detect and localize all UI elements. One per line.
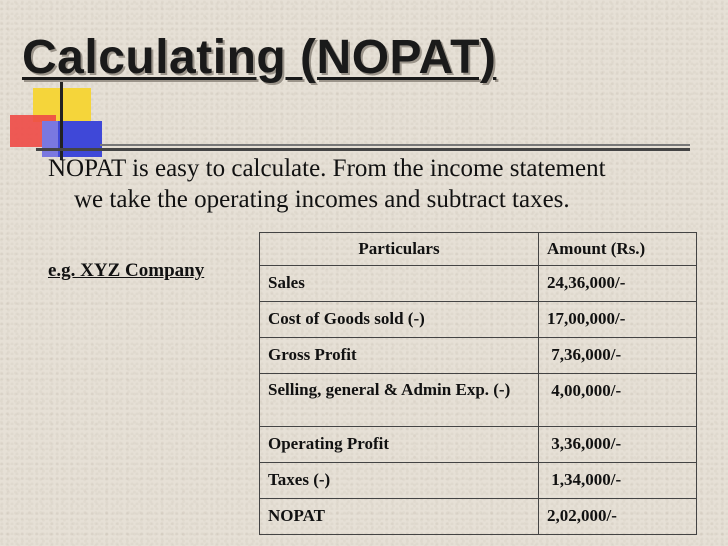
row-amount: 2,02,000/- bbox=[539, 499, 697, 535]
horizontal-rule-thin bbox=[100, 144, 690, 146]
intro-paragraph bbox=[48, 153, 720, 215]
table-row bbox=[260, 463, 697, 499]
row-particular: NOPAT bbox=[260, 499, 539, 535]
row-particular: Operating Profit bbox=[260, 427, 539, 463]
row-particular: Gross Profit bbox=[260, 338, 539, 374]
table-row bbox=[260, 338, 697, 374]
intro-line-2: we take the operating incomes and subtract taxes. bbox=[74, 186, 570, 213]
header-particulars: Particulars bbox=[260, 233, 539, 266]
table-row bbox=[260, 427, 697, 463]
header-amount: Amount (Rs.) bbox=[539, 233, 697, 266]
table-row bbox=[260, 374, 697, 427]
row-particular: Taxes (-) bbox=[260, 463, 539, 499]
example-label: e.g. XYZ Company bbox=[48, 260, 205, 281]
horizontal-rule bbox=[36, 148, 690, 151]
row-amount: 17,00,000/- bbox=[539, 302, 697, 338]
row-amount: 3,36,000/- bbox=[539, 427, 697, 463]
row-amount: 7,36,000/- bbox=[539, 338, 697, 374]
row-amount: 4,00,000/- bbox=[539, 374, 697, 427]
table-row bbox=[260, 302, 697, 338]
row-amount: 24,36,000/- bbox=[539, 266, 697, 302]
slide-title: Calculating (NOPAT) bbox=[22, 31, 497, 84]
intro-line-1: NOPAT is easy to calculate. From the income statement bbox=[48, 155, 606, 182]
table-row bbox=[260, 266, 697, 302]
table-row bbox=[260, 499, 697, 535]
row-amount: 1,34,000/- bbox=[539, 463, 697, 499]
nopat-table bbox=[259, 232, 697, 535]
table-header-row bbox=[260, 233, 697, 266]
row-particular: Cost of Goods sold (-) bbox=[260, 302, 539, 338]
row-particular: Selling, general & Admin Exp. (-) bbox=[260, 374, 539, 427]
row-particular: Sales bbox=[260, 266, 539, 302]
